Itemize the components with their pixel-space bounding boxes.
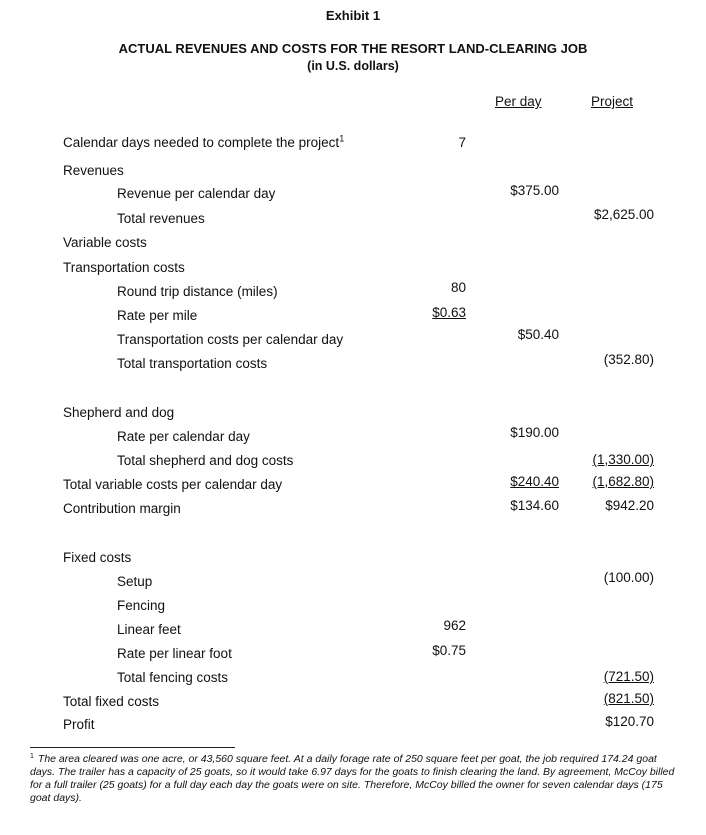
row-rate-per-foot [0, 643, 706, 666]
row-rate-per-day [0, 425, 706, 449]
project-value: (352.80) [603, 352, 654, 367]
footnote-text: The area cleared was one acre, or 43,560 square feet. At a daily forage rate of 250 square feet per goat, the job required 174.24 goat days. The trailer has a capacity of 25 goats, so it would take 6.97 days for the goats to finish clearing the land. By agreement, McCoy billed for a full trailer (25 goats) for a full day each day the goats were on site. Therefore, McCoy billed the owner for seven calendar days (175 goat days). [30, 753, 675, 804]
row-calendar-days [0, 135, 706, 155]
row-total-shepherd [0, 453, 706, 473]
page-title: ACTUAL REVENUES AND COSTS FOR THE RESORT LAND-CLEARING JOB [118, 41, 588, 56]
row-label: Total shepherd and dog costs [117, 453, 294, 468]
row-round-trip [0, 280, 706, 304]
section-label: Revenues [63, 163, 124, 178]
row-label: Round trip distance (miles) [117, 284, 278, 299]
row-label: Calendar days needed to complete the project$^1$ [63, 133, 345, 150]
project-value: $2,625.00 [593, 207, 654, 222]
footnote [30, 753, 680, 805]
row-label: Total fixed costs [63, 694, 160, 709]
row-label: Total fencing costs [117, 670, 229, 685]
row-transport-per-day [0, 327, 706, 352]
column-header-per-day: Per day [495, 94, 542, 109]
row-revenue-per-day [0, 183, 706, 206]
exhibit-label: Exhibit 1 [325, 8, 381, 23]
row-revenues [0, 163, 706, 183]
input-value: $0.75 [432, 643, 466, 658]
row-label: Fencing [117, 598, 166, 613]
project-value: (1,682.80) [592, 474, 654, 489]
per-day-value: $240.40 [510, 474, 559, 489]
row-total-fixed [0, 691, 706, 714]
project-value: (821.50) [603, 691, 654, 706]
row-label: Contribution margin [63, 501, 181, 516]
row-label: Total transportation costs [117, 356, 268, 371]
row-contribution-margin [0, 498, 706, 521]
row-total-fencing [0, 670, 706, 690]
per-day-value: $190.00 [510, 425, 559, 440]
input-value: 80 [450, 280, 466, 295]
row-total-revenues [0, 207, 706, 231]
footnote-divider [30, 747, 235, 748]
row-transportation-costs [0, 260, 706, 280]
row-label: Transportation costs per calendar day [117, 332, 344, 347]
page-subtitle: (in U.S. dollars) [307, 59, 399, 73]
per-day-value: $134.60 [510, 498, 559, 513]
row-total-variable [0, 474, 706, 497]
per-day-value: $375.00 [510, 183, 559, 198]
project-value: (1,330.00) [592, 452, 654, 467]
row-rate-per-mile [0, 305, 706, 328]
row-profit [0, 714, 706, 737]
row-variable-costs [0, 235, 706, 255]
project-value: $120.70 [605, 714, 654, 729]
footnote-marker: 1 [30, 752, 34, 760]
project-value: (100.00) [603, 570, 654, 585]
row-fixed-costs [0, 550, 706, 570]
row-label: Total variable costs per calendar day [63, 477, 283, 492]
row-label: Rate per linear foot [117, 646, 232, 661]
row-label: Rate per calendar day [117, 429, 250, 444]
row-label: Linear feet [117, 622, 181, 637]
row-label: Total revenues [117, 211, 205, 226]
project-value: (721.50) [603, 669, 654, 684]
input-value: $0.63 [432, 305, 466, 320]
row-label: Setup [117, 574, 153, 589]
row-total-transport [0, 352, 706, 376]
section-label: Shepherd and dog [63, 405, 175, 420]
input-value: 962 [443, 618, 466, 633]
section-label: Variable costs [63, 235, 147, 250]
section-label: Fixed costs [63, 550, 132, 565]
section-label: Transportation costs [63, 260, 185, 275]
column-header-project: Project [591, 94, 634, 109]
row-shepherd [0, 405, 706, 425]
project-value: $942.20 [605, 498, 654, 513]
row-label: Profit [63, 717, 95, 732]
per-day-value: $50.40 [517, 327, 559, 342]
row-label: Rate per mile [117, 308, 198, 323]
row-linear-feet [0, 618, 706, 642]
footnote-marker: 1 [339, 133, 345, 144]
row-fencing [0, 598, 706, 618]
input-value: 7 [458, 135, 466, 150]
row-setup [0, 570, 706, 594]
row-label: Revenue per calendar day [117, 186, 276, 201]
